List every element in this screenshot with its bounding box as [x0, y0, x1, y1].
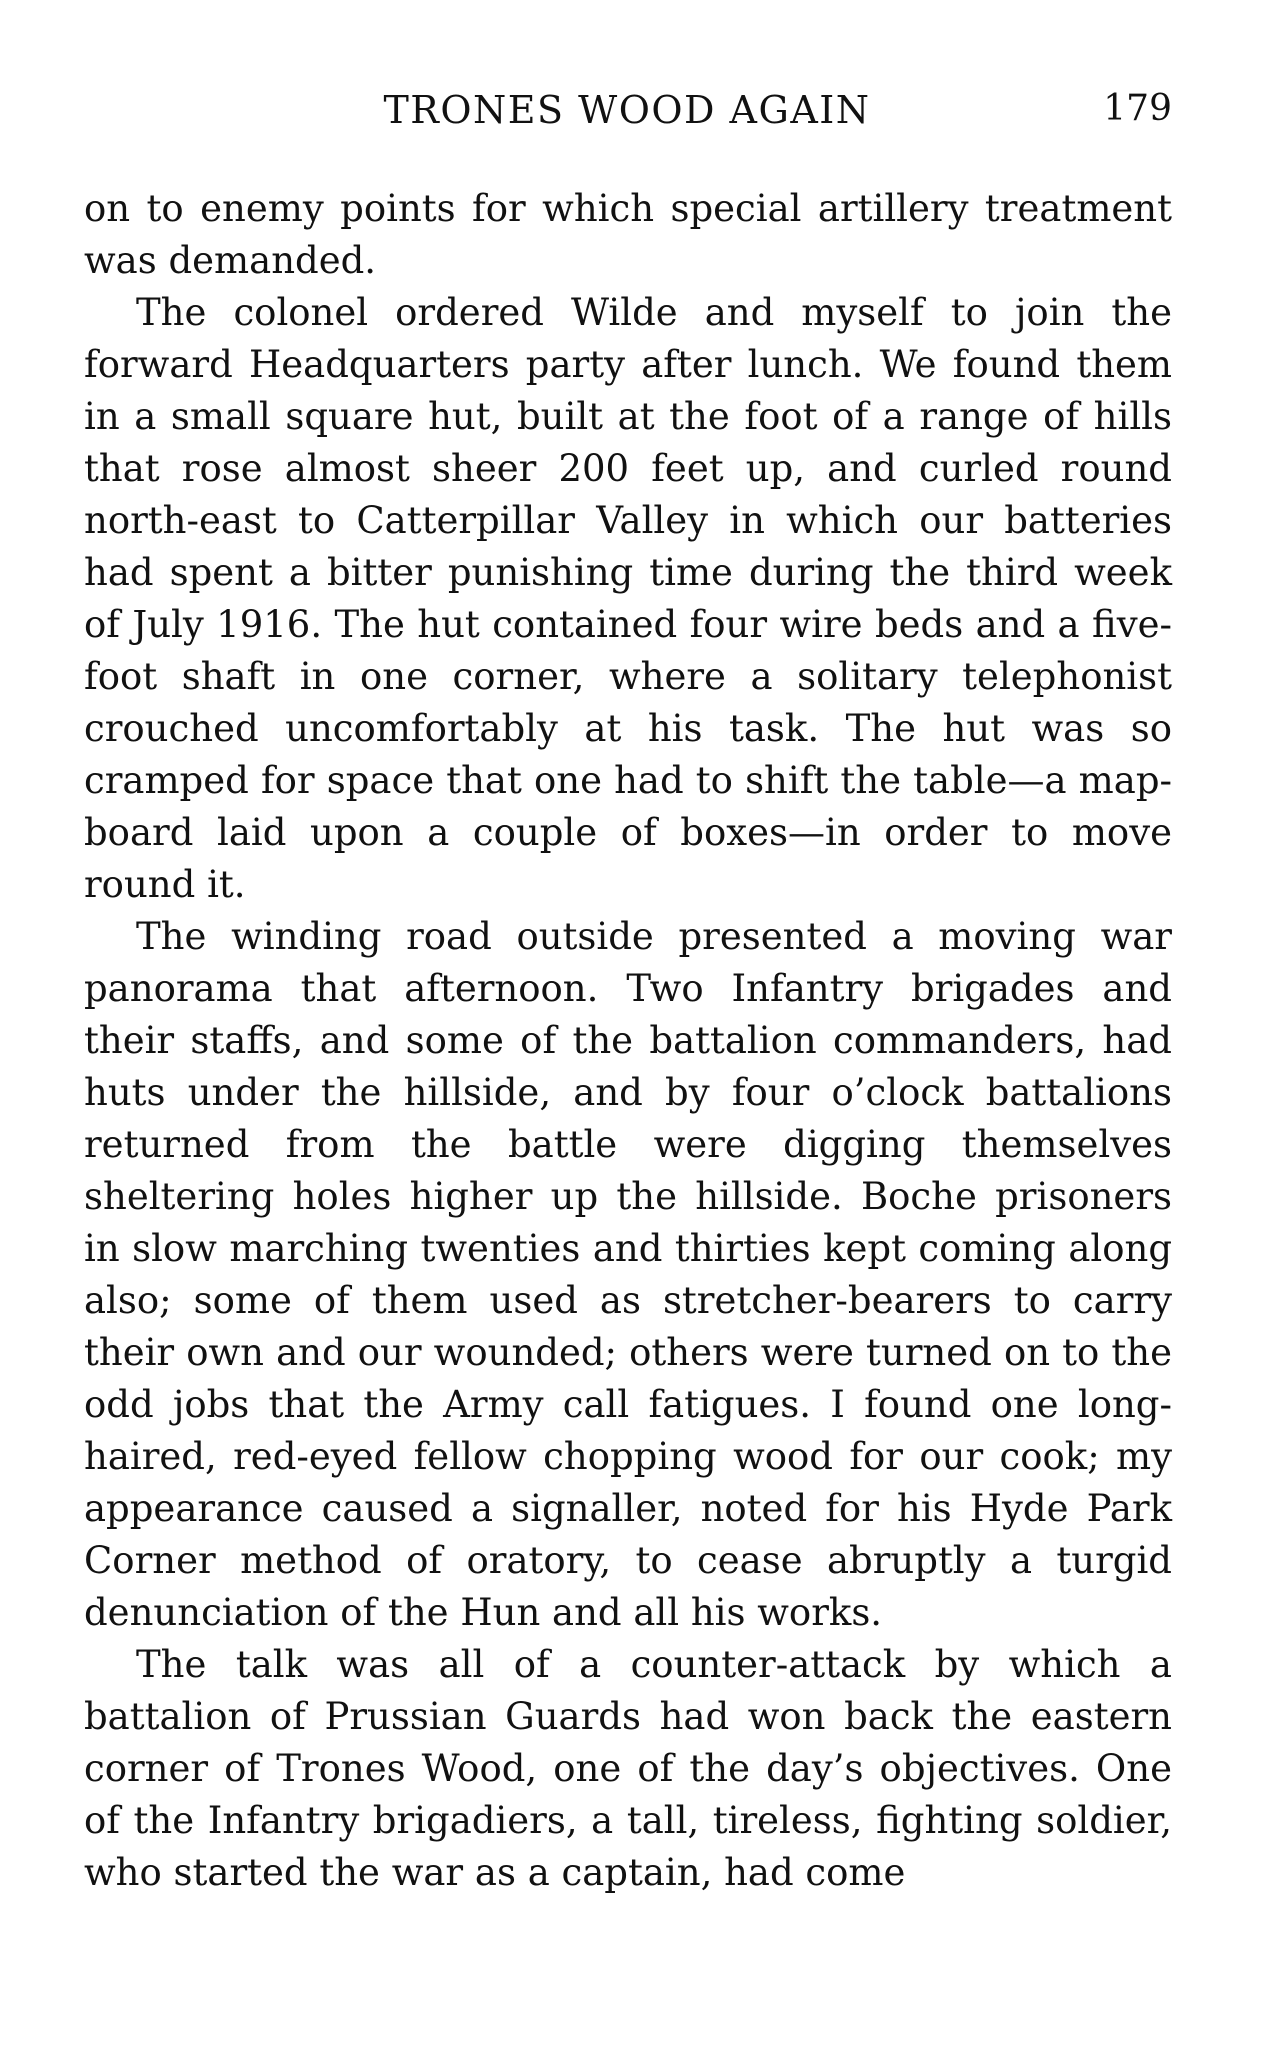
- paragraph-continuation: on to enemy points for which special artillery treatment was demanded.: [84, 187, 1172, 282]
- running-head: [82, 88, 1172, 138]
- page-number: 179: [1103, 88, 1172, 129]
- paragraph-counter-attack: The talk was all of a counter-attack by which a battalion of Prussian Guards had won back the eastern corner of Trones Wood, one of the day’s objectives. One of the Infantry brigadiers, a tall, tireless, fighting soldier, who started the war as a captain, had come: [84, 1643, 1172, 1894]
- paragraph-headquarters-hut: The colonel ordered Wilde and myself to join the forward Headquarters party after lunch. We found them in a small square hut, built at the foot of a range of hills that rose almost sheer 200 feet up, and curled round north-east to Catterpillar Valley in which our batteries had spent a bitter punishing time during the third week of July 1916. The hut contained four wire beds and a five-foot shaft in one corner, where a solitary telephonist crouched uncomfortably at his task. The hut was so cramped for space that one had to shift the table—a map-board laid upon a couple of boxes—in order to move round it.: [84, 291, 1172, 906]
- paragraph-war-panorama: The winding road outside presented a moving war panorama that afternoon. Two Infantry brigades and their staffs, and some of the battalion commanders, had huts under the hillside, and by four o’clock battalions returned from the battle were digging themselves sheltering holes higher up the hillside. Boche prisoners in slow marching twenties and thirties kept coming along also; some of them used as stretcher-bearers to carry their own and our wounded; others were turned on to the odd jobs that the Army call fatigues. I found one long-haired, red-eyed fellow chopping wood for our cook; my appearance caused a signaller, noted for his Hyde Park Corner method of oratory, to cease abruptly a turgid denunciation of the Hun and all his works.: [84, 915, 1172, 1634]
- running-title: TRONES WOOD AGAIN: [383, 88, 871, 132]
- body-text: [84, 183, 1172, 1899]
